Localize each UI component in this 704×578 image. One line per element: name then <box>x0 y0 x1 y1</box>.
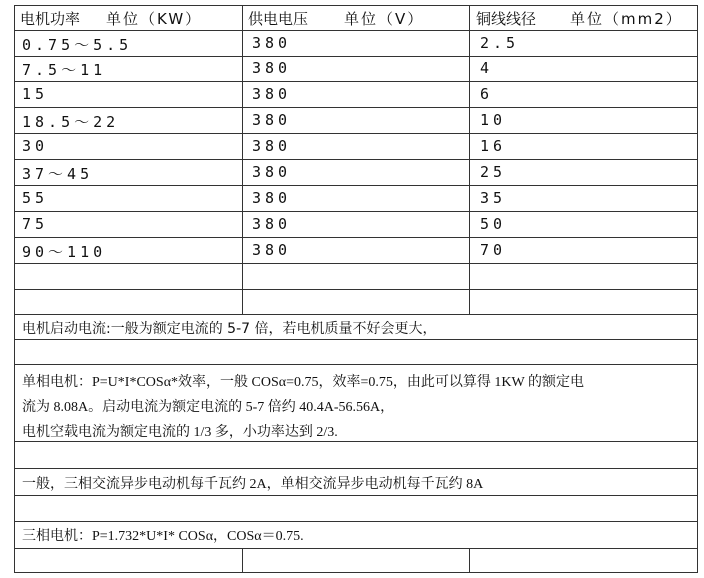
cell-voltage: 380 <box>252 215 292 233</box>
table-line <box>14 289 698 290</box>
table-line <box>14 521 698 522</box>
table-line <box>469 5 470 314</box>
cell-voltage: 380 <box>252 241 292 259</box>
note-single-phase-line3: 电机空载电流为额定电流的 1/3 多，小功率达到 2/3. <box>22 425 338 440</box>
table-line <box>14 133 698 134</box>
motor-wire-table <box>14 5 698 573</box>
cell-wire: 70 <box>480 241 507 259</box>
cell-voltage: 380 <box>252 111 292 129</box>
cell-power: 18.5～22 <box>22 113 120 131</box>
cell-voltage: 380 <box>252 189 292 207</box>
table-line <box>14 468 698 469</box>
header-power <box>20 8 202 29</box>
cell-power: 7.5～11 <box>22 61 107 79</box>
table-line <box>14 441 698 442</box>
cell-power: 30 <box>22 137 49 155</box>
cell-voltage: 380 <box>252 34 292 52</box>
note-start-current: 电机启动电流:一般为额定电流的 5-7 倍，若电机质量不好会更大， <box>22 321 437 337</box>
table-line <box>14 314 698 315</box>
table-line <box>14 263 698 264</box>
cell-power: 90～110 <box>22 243 107 261</box>
cell-power: 0.75～5.5 <box>22 36 133 54</box>
cell-power: 15 <box>22 85 49 103</box>
table-line <box>469 548 470 573</box>
note-single-phase-line1: 单相电机：P=U*I*COSα*效率，一般 COSα=0.75，效率=0.75，由此可以算得 1KW 的额定电 <box>22 375 584 390</box>
table-line <box>14 81 698 82</box>
cell-voltage: 380 <box>252 163 292 181</box>
header-wire <box>476 8 683 29</box>
cell-wire: 16 <box>480 137 507 155</box>
cell-wire: 35 <box>480 189 507 207</box>
cell-wire: 2.5 <box>480 34 520 52</box>
table-line <box>14 572 698 573</box>
table-line <box>14 237 698 238</box>
table-line <box>14 5 698 6</box>
table-line <box>697 5 698 573</box>
note-single-phase-line2: 流为 8.08A。启动电流为额定电流的 5-7 倍约 40.4A-56.56A， <box>22 400 395 415</box>
header-wire-unit: 单位（mm2） <box>570 10 683 28</box>
cell-wire: 25 <box>480 163 507 181</box>
cell-wire: 4 <box>480 59 494 77</box>
note-three-phase: 三相电机：P=1.732*U*I* COSα，COSα＝0.75. <box>22 529 304 544</box>
cell-power: 75 <box>22 215 49 233</box>
header-wire-name: 铜线线径 <box>476 10 537 28</box>
table-line <box>14 364 698 365</box>
table-line <box>14 56 698 57</box>
header-power-unit: 单位（KW） <box>106 10 203 28</box>
cell-voltage: 380 <box>252 137 292 155</box>
table-line <box>14 107 698 108</box>
table-line <box>14 30 698 31</box>
cell-wire: 6 <box>480 85 494 103</box>
header-voltage-unit: 单位（V） <box>344 10 425 28</box>
table-line <box>242 548 243 573</box>
table-line <box>14 211 698 212</box>
note-per-kw-current: 一般，三相交流异步电动机每千瓦约 2A，单相交流异步电动机每千瓦约 8A <box>22 477 484 492</box>
cell-voltage: 380 <box>252 85 292 103</box>
table-line <box>14 5 15 573</box>
table-line <box>14 495 698 496</box>
cell-power: 55 <box>22 189 49 207</box>
header-power-name: 电机功率 <box>20 10 81 28</box>
table-line <box>14 185 698 186</box>
cell-voltage: 380 <box>252 59 292 77</box>
header-voltage-name: 供电电压 <box>248 10 309 28</box>
cell-wire: 10 <box>480 111 507 129</box>
table-line <box>14 339 698 340</box>
table-line <box>14 159 698 160</box>
table-line <box>242 5 243 314</box>
header-voltage <box>248 8 424 29</box>
table-line <box>14 548 698 549</box>
cell-power: 37～45 <box>22 165 94 183</box>
cell-wire: 50 <box>480 215 507 233</box>
